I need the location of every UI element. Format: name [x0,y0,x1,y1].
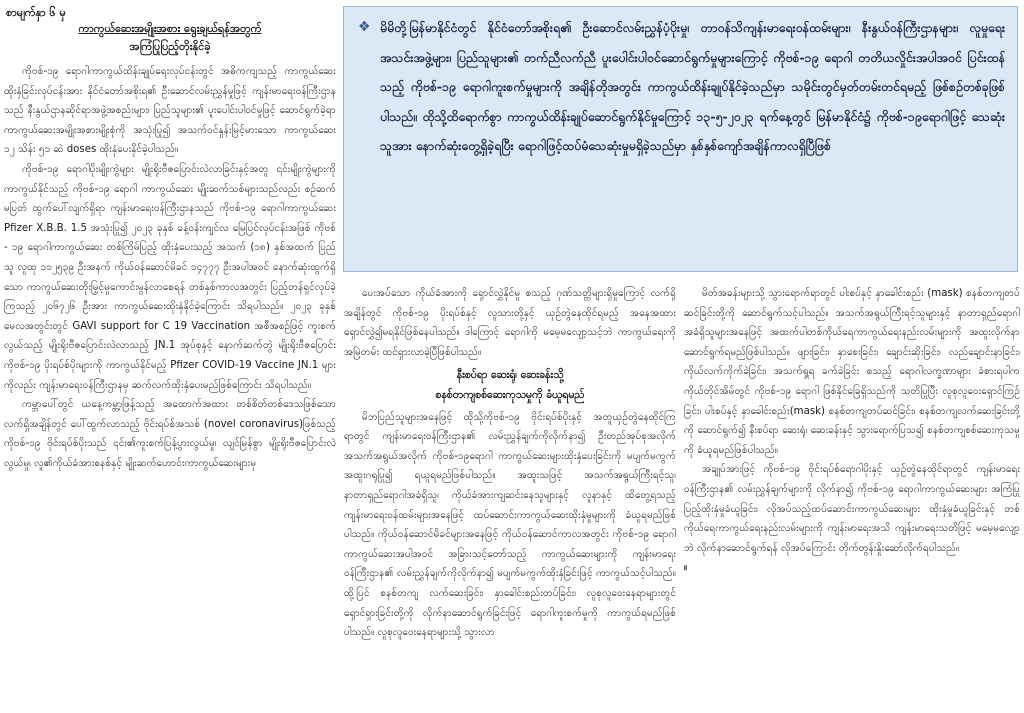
left-paragraph-1: ကိုဗစ်-၁၉ ရောဂါကာကွယ်ထိန်းချုပ်ရေးလုပ်ငန်းတွင် အဓိကကျသည့် ကာကွယ်ဆေးထိုးနှံခြင်းလုပ်ငန်းအား နိုင်ငံတော်အစိုးရ၏ ဦးဆောင်လမ်းညွှန်မှုဖြင့် ကျန်းမာရေးဝန်ကြီးဌာနသည် နီးနွယ်ဌာနဆိုင်ရာအဖွဲ့အစည်းများ၊ ပြည်သူများ၏ ပူးပေါင်းပါဝင်မှုဖြင့် ဆောင်ရွက်ခဲ့ရာ ကာကွယ်ဆေးအမျိုးအစားမျိုးစုံကို အသုံးပြု၍ အသက်ဝင်နှုန်းမြင့်မားသော ကာကွယ်ဆေး ၁၂ သိန်း ၅၁ ဆဲ doses ထိုးနှံပေးနိုင်ခဲ့ပါသည်။ [4,66,336,156]
highlight-box [343,6,1018,272]
right-column [684,284,1020,713]
middle-paragraph-top: ပေးအပ်သော ကိုယ်ခံအားကို ရှောင်လွှဲနိုင်မှု စသည့် ဂုဏ်သတ္တိများရှိမှုကြောင့် လက်ရှိအချိန်တွင် ကိုဗစ်-၁၉ ပိုးရပ်စ်နှင့် လူသားတို့နှင့် ယှဉ်တွဲနေထိုင်ရမည့် အနေအထား ရှောင်လွှဲ၍မရနိုင်ဖြစ်နေပါသည်။ ဒါကြောင့် ရောဂါကို မမေ့မလျော့သင့်ဘဲ ကာကွယ်ရေးကို အမြဲတမ်း ထင်ရှားလာခဲ့ပြီဖြစ်ပါသည်။ [344,288,676,358]
section-heading-line-2: စနစ်တကျစစ်ဆေးကုသမှုကို ခံယူရမည် [435,388,585,401]
middle-paragraph-1: မိဘပြည်သူများအနေဖြင့် ထိုသို့ကိုဗစ်-၁၉ ဗိုင်းရပ်စ်ပိုးနှင့် အတူယှဉ်တွဲနေထိုင်ကြရာတွင် ကျန်းမာရေးဝန်ကြီးဌာန၏ လမ်းညွှန်ချက်ကိုလိုက်နာ၍ ဦးတည်အုပ်စုအလိုက် အသက်အရွယ်အလိုက် ကိုဗစ်-၁၉ရောဂါ ကာကွယ်ဆေးများထိုးနှံပေးခြင်းကို မပျက်မကွက်အထူးဂရုပြု၍ ရယူရမည်ဖြစ်ပါသည်။ အထူးသဖြင့် အသက်အရွယ်ကြီးရင့်သူ၊ နာတာရှည်ရောဂါအခံရှိသူ၊ ကိုယ်ခံအားကျဆင်းနေသူများနှင့် လူနာနှင့် ထိတွေ့ရသည့် ကျန်းမာရေးဝန်ထမ်းများအနေဖြင့် ထပ်ဆောင်းကာကွယ်ဆေးထိုးနှံမှုများကို ခံယူရမည်ဖြစ်ပါသည်။ ကိုယ်ဝန်ဆောင်မိခင်များအနေဖြင့် ကိုယ်ဝန်ဆောင်ကာလအတွင်း ကိုဗစ်-၁၉ ရောဂါကာကွယ်ဆေးအပါအဝင် အခြားသင့်တော်သည့် ကာကွယ်ဆေးများကို ကျန်းမာရေးဝန်ကြီးဌာန၏ လမ်းညွှန်ချက်ကိုလိုက်နာ၍ မပျက်မကွက်ထိုးနှံခြင်းဖြင့် ကာကွယ်သင့်ပါသည်။ ထို့ပြင် စနစ်တကျ လက်ဆေးခြင်း၊ နှာခေါင်းစည်းတပ်ခြင်း၊ လူစုလူဝေးနေရာများတွင် ရှောင်ရှားခြင်းတို့ကို လိုက်နာဆောင်ရွက်ခြင်းဖြင့် ရောဂါကူးစက်မှုကို ကာကွယ်ရမည်ဖြစ်ပါသည်။ လူစုလူဝေးနေရာများသို့ သွားလာ [344,411,676,639]
right-paragraph-1: မိတ်အခန်းများသို့ သွားရောက်ရာတွင် ပါးစပ်နှင့် နှာခေါင်းစည်း (mask) စနစ်တကျတပ်ဆင်ခြင်းတို့ကို ဆောင်ရွက်သင့်ပါသည်။ အသက်အရွယ်ကြီးရင့်သူများနှင့် နာတာရှည်ရောဂါအခံရှိသူများအနေဖြင့် အထက်ပါတစ်ကိုယ်ရေကာကွယ်ရေးနည်းလမ်းများကို အထူးလိုက်နာဆောင်ရွက်ရမည်ဖြစ်ပါသည်။ ဖျားခြင်း၊ နှာစေးခြင်း၊ ချောင်းဆိုးခြင်း၊ လည်ချောင်းနာခြင်း၊ ကိုယ်လက်ကိုက်ခဲခြင်း၊ အသက်ရှူရ ခက်ခဲခြင်း စသည့် ရောဂါလက္ခဏာများ ခံစားရပါက ကိုယ်တိုင်အိမ်တွင် ကိုဗစ်-၁၉ ရောဂါ ဖြစ်နိုင်ခြေရှိသည်ကို သတိပြုပြီး လူစုလူဝေးရှောင်ကြဉ်ခြင်း၊ ပါးစပ်နှင့် နှာခေါင်းစည်း(mask) စနစ်တကျတပ်ဆင်ခြင်း၊ စနစ်တကျလက်ဆေးခြင်းတို့ကို ဆောင်ရွက်၍ နီးစပ်ရာ ဆေးရုံ၊ ဆေးခန်းနှင့် သွားရောက်ပြသ၍ စနစ်တကျစစ်ဆေးကုသမှုကို ခံယူရမည်ဖြစ်ပါသည်။ [684,288,1020,456]
subtitle-line-2: အကြံပြုပြည့်တိုးနိုင်ခဲ့ [129,40,211,53]
subtitle-line-1: ကာကွယ်ဆေးအမျိုးအစား ရွေးချယ်ရန်အတွက် [78,22,262,35]
section-heading [344,366,676,405]
end-mark: ။ [684,562,688,574]
middle-column [344,284,676,713]
left-column [4,20,336,713]
left-paragraph-3: ကမ္ဘာပေါ်တွင် ယနေ့ကမ္ဘာ့ဖြန့်သည့် အထောက်အထား တစ်စိတ်တစ်ဒေသဖြစ်သော လက်ရှိအချိန်တွင် ပေါ်ထွက်လာသည့် ဗိုင်းရပ်စ်အသစ် (novel coronavirus)ဖြစ်သည့် ကိုဗစ်-၁၉ ဗိုင်းရပ်စ်ပိုးသည် ၎င်း၏ကူးစက်ပြန့်ပွားလွယ်မှု၊ လျင်မြန်စွာ မျိုးရိုးဗီဇပြောင်းလဲလွယ်မှု၊ လူ၏ကိုယ်ခံအားစနစ်နှင့် မျိုးဆက်ဟောင်းကာကွယ်ဆေးများမှ [4,399,336,469]
diamond-bullet-icon: ❖ [358,19,371,35]
section-heading-line-1: နီးစပ်ရာ ဆေးရုံ၊ ဆေးခန်းသို့ [456,369,564,382]
page-number: စာမျက်နှာ ၆ မှ [6,6,66,19]
highlight-text: မိမိတို့မြန်မာနိုင်ငံတွင် နိုင်ငံတော်အစိုးရ၏ ဦးဆောင်လမ်းညွှန်ပံ့ပိုးမှု၊ တာဝန်သိကျန်းမာရေးဝန်ထမ်းများ၊ နီးနွယ်ဝန်ကြီးဌာနများ၊ လူမှုရေးအသင်းအဖွဲ့များ၊ ပြည်သူများ၏ တက်ညီလက်ညီ ပူးပေါင်းပါဝင်ဆောင်ရွက်မှုများကြောင့် ကိုဗစ်-၁၉ ရောဂါ တတိယလှိုင်းအပါအဝင် ပြင်းထန်သည့် ကိုဗစ်-၁၉ ရောဂါကူးစက်မှုများကို အချိန်တိုအတွင်း ကာကွယ်ထိန်းချုပ်နိုင်ခဲ့သည်မှာ သမိုင်းတွင်မှတ်တမ်းတင်ရမည့် ဖြစ်စဉ်တစ်ခုဖြစ်ပါသည်။ ထိုသို့ထိရောက်စွာ ကာကွယ်ထိန်းချုပ်ဆောင်ရွက်နိုင်မှုကြောင့် ၁၃-၅-၂၀၂၃ ရက်နေ့တွင် မြန်မာနိုင်ငံ၌ ကိုဗစ်-၁၉ရောဂါဖြင့် သေဆုံးသူအား နောက်ဆုံးတွေ့ရှိခဲ့ရပြီး ရောဂါဖြင့်ထပ်မံသေဆုံးမှုမရှိခဲ့သည်မှာ နှစ်နှစ်ကျော်အချိန်ကာလရှိပြီဖြစ် [380,20,1005,153]
right-paragraph-2: အချုပ်အားဖြင့် ကိုဗစ်-၁၉ ဗိုင်းရပ်စ်ရောဂါပိုးနှင့် ယှဉ်တွဲနေထိုင်ရာတွင် ကျန်းမာရေးဝန်ကြီးဌာန၏ လမ်းညွှန်ချက်များကို လိုက်နာ၍ ကိုဗစ်-၁၉ ရောဂါကာကွယ်ဆေးများ အကြံပြုပြည့်ထိုးနှံမှုခံယူခြင်း၊ လိုအပ်သည့်ထပ်ဆောင်းကာကွယ်ဆေးများ ထိုးနှံမှုခံယူခြင်းနှင့် တစ်ကိုယ်ရေကာကွယ်ရေးနည်းလမ်းများကို ကျန်းမာရေးအသိ ကျန်းမာရေးသတိဖြင့် မမေ့မလျော့ဘဲ လိုက်နာဆောင်ရွက်ရန် လိုအပ်ကြောင်း တိုက်တွန်းနှိုးဆော်လိုက်ရပါသည်။ [684,464,1020,554]
article-subtitle [4,20,336,56]
left-paragraph-2: ကိုဗစ်-၁၉ ရောဂါပိုးမျိုးကွဲများ မျိုးရိုးဗီဇပြောင်းလဲလာခြင်းနှင့်အတူ ၎င်းမျိုးကွဲများကို ကာကွယ်နိုင်သည့် ကိုဗစ်-၁၉ ရောဂါ ကာကွယ်ဆေး မျိုးဆက်သစ်များသည်လည်း စဉ်ဆက်မပြတ် ထွက်ပေါ်လျက်ရှိရာ ကျန်းမာရေးဝန်ကြီးဌာနသည် ကိုဗစ်-၁၉ ရောဂါကာကွယ်ဆေး Pfizer X.B.B. 1.5 အသုံးပြု၍ ၂၀၂၃ ခုနှစ် ခန့်ဝန်းကျင်လ မြေပြင်လုပ်ငန်းအဖြစ် ကိုဗစ် - ၁၉ ရောဂါကာကွယ်ဆေး တစ်ကြိမ်ပြည့် ထိုးနှံပေးသည့် အသက် (၁၈) နှစ်အထက် ပြည်သူ လူထု ၁၁၂၅၃၉ ဦးအနက် ကိုယ်ဝန်ဆောင်မိခင် ၁၄၇၇၇ ဦးအပါအဝင် နောက်ဆုံးထွက်ရှိသော ကာကွယ်ဆေးတိုးမြှင့်မှုကောင်းမွန်လာစေရန် တစ်နှစ်ကာလအတွင်း ပြည့်တန်ရှင်လုပ်ခဲ့ကြသည့် ၂၀၆၇၂၆ ဦးအား ကာကွယ်ဆေးထိုးနှံနိုင်ခဲ့ကြောင်း သိရပါသည်။ ၂၀၂၃ ခုနှစ် မေလအတွင်းတွင် GAVI support for C 19 Vaccination အစီအစဉ်ဖြင့် ကူးစက်လွယ်သည့် မျိုးရိုးဗီဇပြောင်းလဲလာသည့် JN.1 အုပ်စုနှင့် နောက်ဆက်တွဲ မျိုးရိုးဗီဇပြောင်း ကိုဗစ်-၁၉ ပိုးရပ်စ်ပိုးများကို ကာကွယ်နိုင်မည့် Pfizer COVID-19 Vaccine JN.1 များ ကိုလည်း ကျန်းမာရေးဝန်ကြီးဌာနမှ ဆက်လက်ထိုးနှံပေးမည်ဖြစ်ကြောင်း သိရပါသည်။ [4,163,336,391]
